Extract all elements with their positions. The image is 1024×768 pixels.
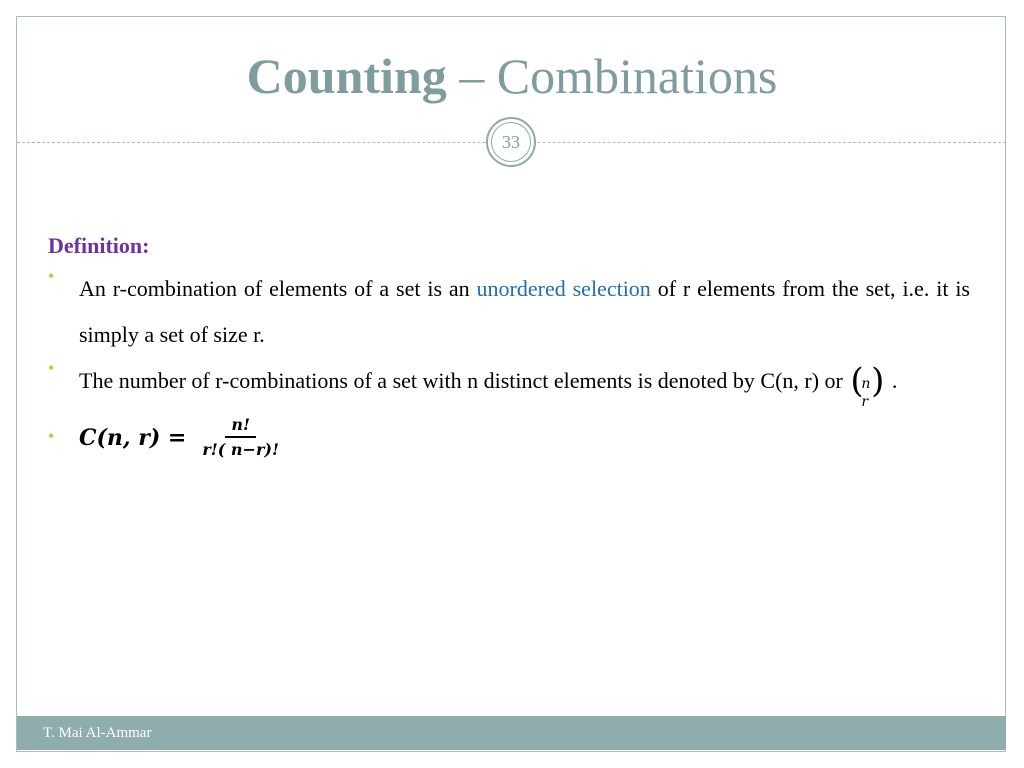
- bullet-text-part: An r-combination of elements of a set is an: [79, 276, 477, 301]
- bullet-item: [48, 266, 970, 358]
- binom-top: n: [861, 375, 871, 392]
- formula-fraction: [198, 414, 283, 462]
- combination-formula: [79, 414, 283, 462]
- formula-numerator: n!: [225, 414, 256, 438]
- title-bold: Counting: [246, 48, 447, 104]
- binom-bottom: r: [861, 393, 869, 410]
- slide-title: [0, 46, 1024, 106]
- slide-content: [48, 226, 970, 470]
- highlighted-term: unordered selection: [476, 276, 651, 301]
- bullet-text: [79, 266, 970, 358]
- bullet-text: [79, 358, 970, 410]
- formula-denominator: r!( n−r)!: [202, 440, 279, 459]
- bullet-text-part: The number of r-combinations of a set with n distinct elements is denoted by C(n, r) or: [79, 368, 849, 393]
- bullet-text-part: of r elements from the set, i.e. it is simply a set of size r.: [79, 276, 970, 347]
- definition-heading: Definition:: [48, 233, 150, 258]
- page-number: 33: [491, 122, 531, 162]
- binomial-notation: ( n r ): [850, 363, 884, 403]
- bullet-icon: •: [48, 358, 55, 378]
- formula-lhs: C(n, r) =: [79, 425, 187, 451]
- bullet-text-part: .: [886, 368, 898, 393]
- page-number-badge: [486, 117, 536, 167]
- title-rest: – Combinations: [446, 48, 778, 104]
- bullet-item: [48, 414, 970, 470]
- bullet-item: [48, 358, 970, 410]
- bullet-icon: •: [48, 426, 55, 446]
- footer-author: T. Mai Al-Ammar: [17, 716, 1006, 750]
- bullet-icon: •: [48, 266, 55, 286]
